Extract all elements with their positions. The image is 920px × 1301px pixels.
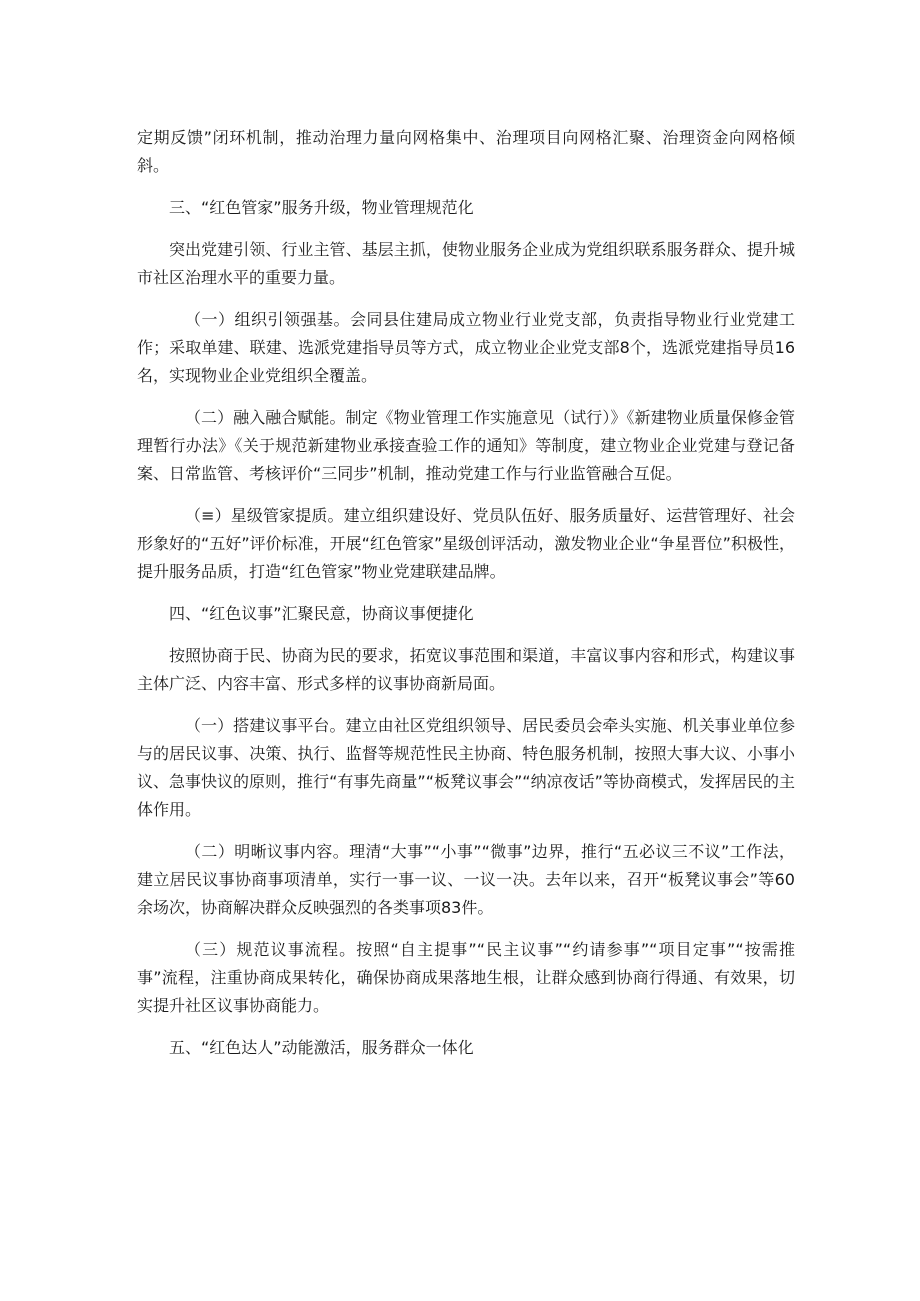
section-heading-5: 五、“红色达人”动能激活，服务群众一体化	[169, 1038, 474, 1057]
section-3-item-1: （一）组织引领强基。会同县住建局成立物业行业党支部，负责指导物业行业党建工作；采取单建、联建、选派党建指导员等方式，成立物业企业党支部8个，选派党建指导员16名，实现物业企业党组织全覆盖。	[137, 310, 795, 385]
section-heading-4: 四、“红色议事”汇聚民意，协商议事便捷化	[169, 604, 474, 623]
paragraph-continuation: 定期反馈”闭环机制，推动治理力量向网格集中、治理项目向网格汇聚、治理资金向网格倾斜。	[137, 128, 795, 175]
section-4-intro: 按照协商于民、协商为民的要求，拓宽议事范围和渠道，丰富议事内容和形式，构建议事主体广泛、内容丰富、形式多样的议事协商新局面。	[137, 646, 795, 693]
section-3-item-2: （二）融入融合赋能。制定《物业管理工作实施意见（试行）》《新建物业质量保修金管理暂行办法》《关于规范新建物业承接查验工作的通知》等制度，建立物业企业党建与登记备案、日常监管、考核评价“三同步”机制，推动党建工作与行业监管融合互促。	[137, 408, 795, 483]
section-3-item-3: （≡）星级管家提质。建立组织建设好、党员队伍好、服务质量好、运营管理好、社会形象好的“五好”评价标准，开展“红色管家”星级创评活动，激发物业企业“争星晋位”积极性，提升服务品质，打造“红色管家”物业党建联建品牌。	[137, 506, 795, 581]
section-4-item-3: （三）规范议事流程。按照“自主提事”“民主议事”“约请参事”“项目定事”“按需推事”流程，注重协商成果转化，确保协商成果落地生根，让群众感到协商行得通、有效果，切实提升社区议事协商能力。	[137, 940, 795, 1015]
section-4-item-2: （二）明晰议事内容。理清“大事”“小事”“微事”边界，推行“五必议三不议”工作法，建立居民议事协商事项清单，实行一事一议、一议一决。去年以来，召开“板凳议事会”等60余场次，协商解决群众反映强烈的各类事项83件。	[137, 842, 795, 917]
section-heading-3: 三、“红色管家”服务升级，物业管理规范化	[169, 198, 474, 217]
document-body	[137, 124, 795, 1076]
section-4-item-1: （一）搭建议事平台。建立由社区党组织领导、居民委员会牵头实施、机关事业单位参与的居民议事、决策、执行、监督等规范性民主协商、特色服务机制，按照大事大议、小事小议、急事快议的原则，推行“有事先商量”“板凳议事会”“纳凉夜话”等协商模式，发挥居民的主体作用。	[137, 716, 795, 819]
section-3-intro: 突出党建引领、行业主管、基层主抓，使物业服务企业成为党组织联系服务群众、提升城市社区治理水平的重要力量。	[137, 240, 795, 287]
